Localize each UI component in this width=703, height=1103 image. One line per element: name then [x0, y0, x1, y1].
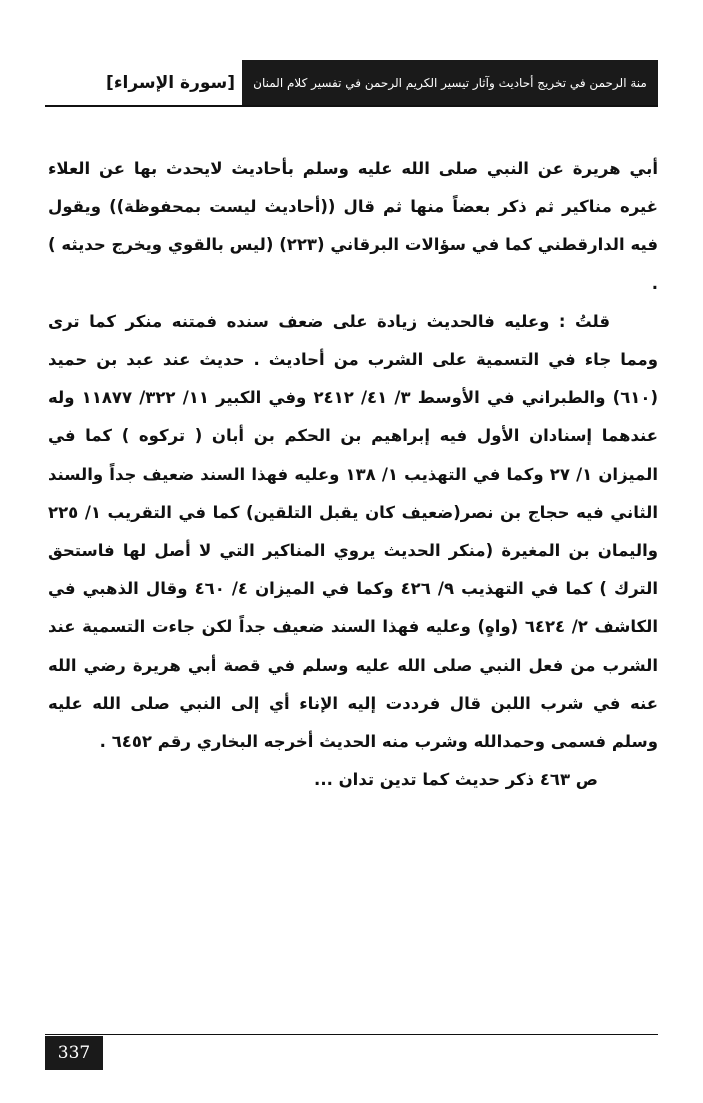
- page-number: 337: [45, 1036, 103, 1070]
- paragraph-3: ص ٤٦٣ ذكر حديث كما تدين تدان ...: [314, 770, 598, 790]
- paragraph-2: قلتُ : وعليه فالحديث زيادة على ضعف سنده فمتنه منكر كما ترى ومما جاء في التسمية على الشرب من أحاديث . حديث عند عبد بن حميد (٦١٠) والطبراني في الأوسط ٣/ ٤١/ ٢٤١٢ وفي الكبير ١١/ ٣٢٢/ ١١٨٧٧ وله عندهما إسنادان الأول فيه إبراهيم بن الحكم بن أبان ( تركوه ) كما في الميزان ١/ ٢٧ وكما في التهذيب ١/ ١٣٨ وعليه فهذا السند ضعيف جداً والسند الثاني فيه حجاج بن نصر(ضعيف كان يقبل التلقين) كما في التقريب ١/ ٢٢٥ واليمان بن المغيرة (منكر الحديث يروي المناكير التي لا أصل لها فاستحق الترك ) كما في التهذيب ٩/ ٤٢٦ وكما في الميزان ٤/ ٤٦٠ وقال الذهبي في الكاشف ٢/ ٦٤٢٤ (واهٍ) وعليه فهذا السند ضعيف جداً لكن جاءت التسمية عند الشرب من فعل النبي صلى الله عليه وسلم في قصة أبي هريرة رضي الله عنه في شرب اللبن قال فرددت إليه الإناء أي إلى النبي صلى الله عليه وسلم فسمى وحمدالله وشرب منه الحديث أخرجه البخاري رقم ٦٤٥٢ .: [48, 311, 658, 752]
- book-title-banner: منة الرحمن في تخريج أحاديث وآثار تيسير الكريم الرحمن في تفسير كلام المنان: [242, 60, 658, 105]
- footer-rule: [45, 1034, 658, 1035]
- surah-title: [سورة الإسراء]: [106, 72, 235, 93]
- main-text: [48, 150, 658, 799]
- paragraph-1: أبي هريرة عن النبي صلى الله عليه وسلم بأحاديث لايحدث بها عن العلاء غيره مناكير ثم ذكر بعضاً منها ثم قال ((أحاديث ليست بمحفوظة)) ويقول فيه الدارقطني كما في سؤالات البرقاني (٢٢٣) (ليس بالقوي ويخرج حديثه ) .: [48, 159, 658, 293]
- running-header: [45, 60, 658, 107]
